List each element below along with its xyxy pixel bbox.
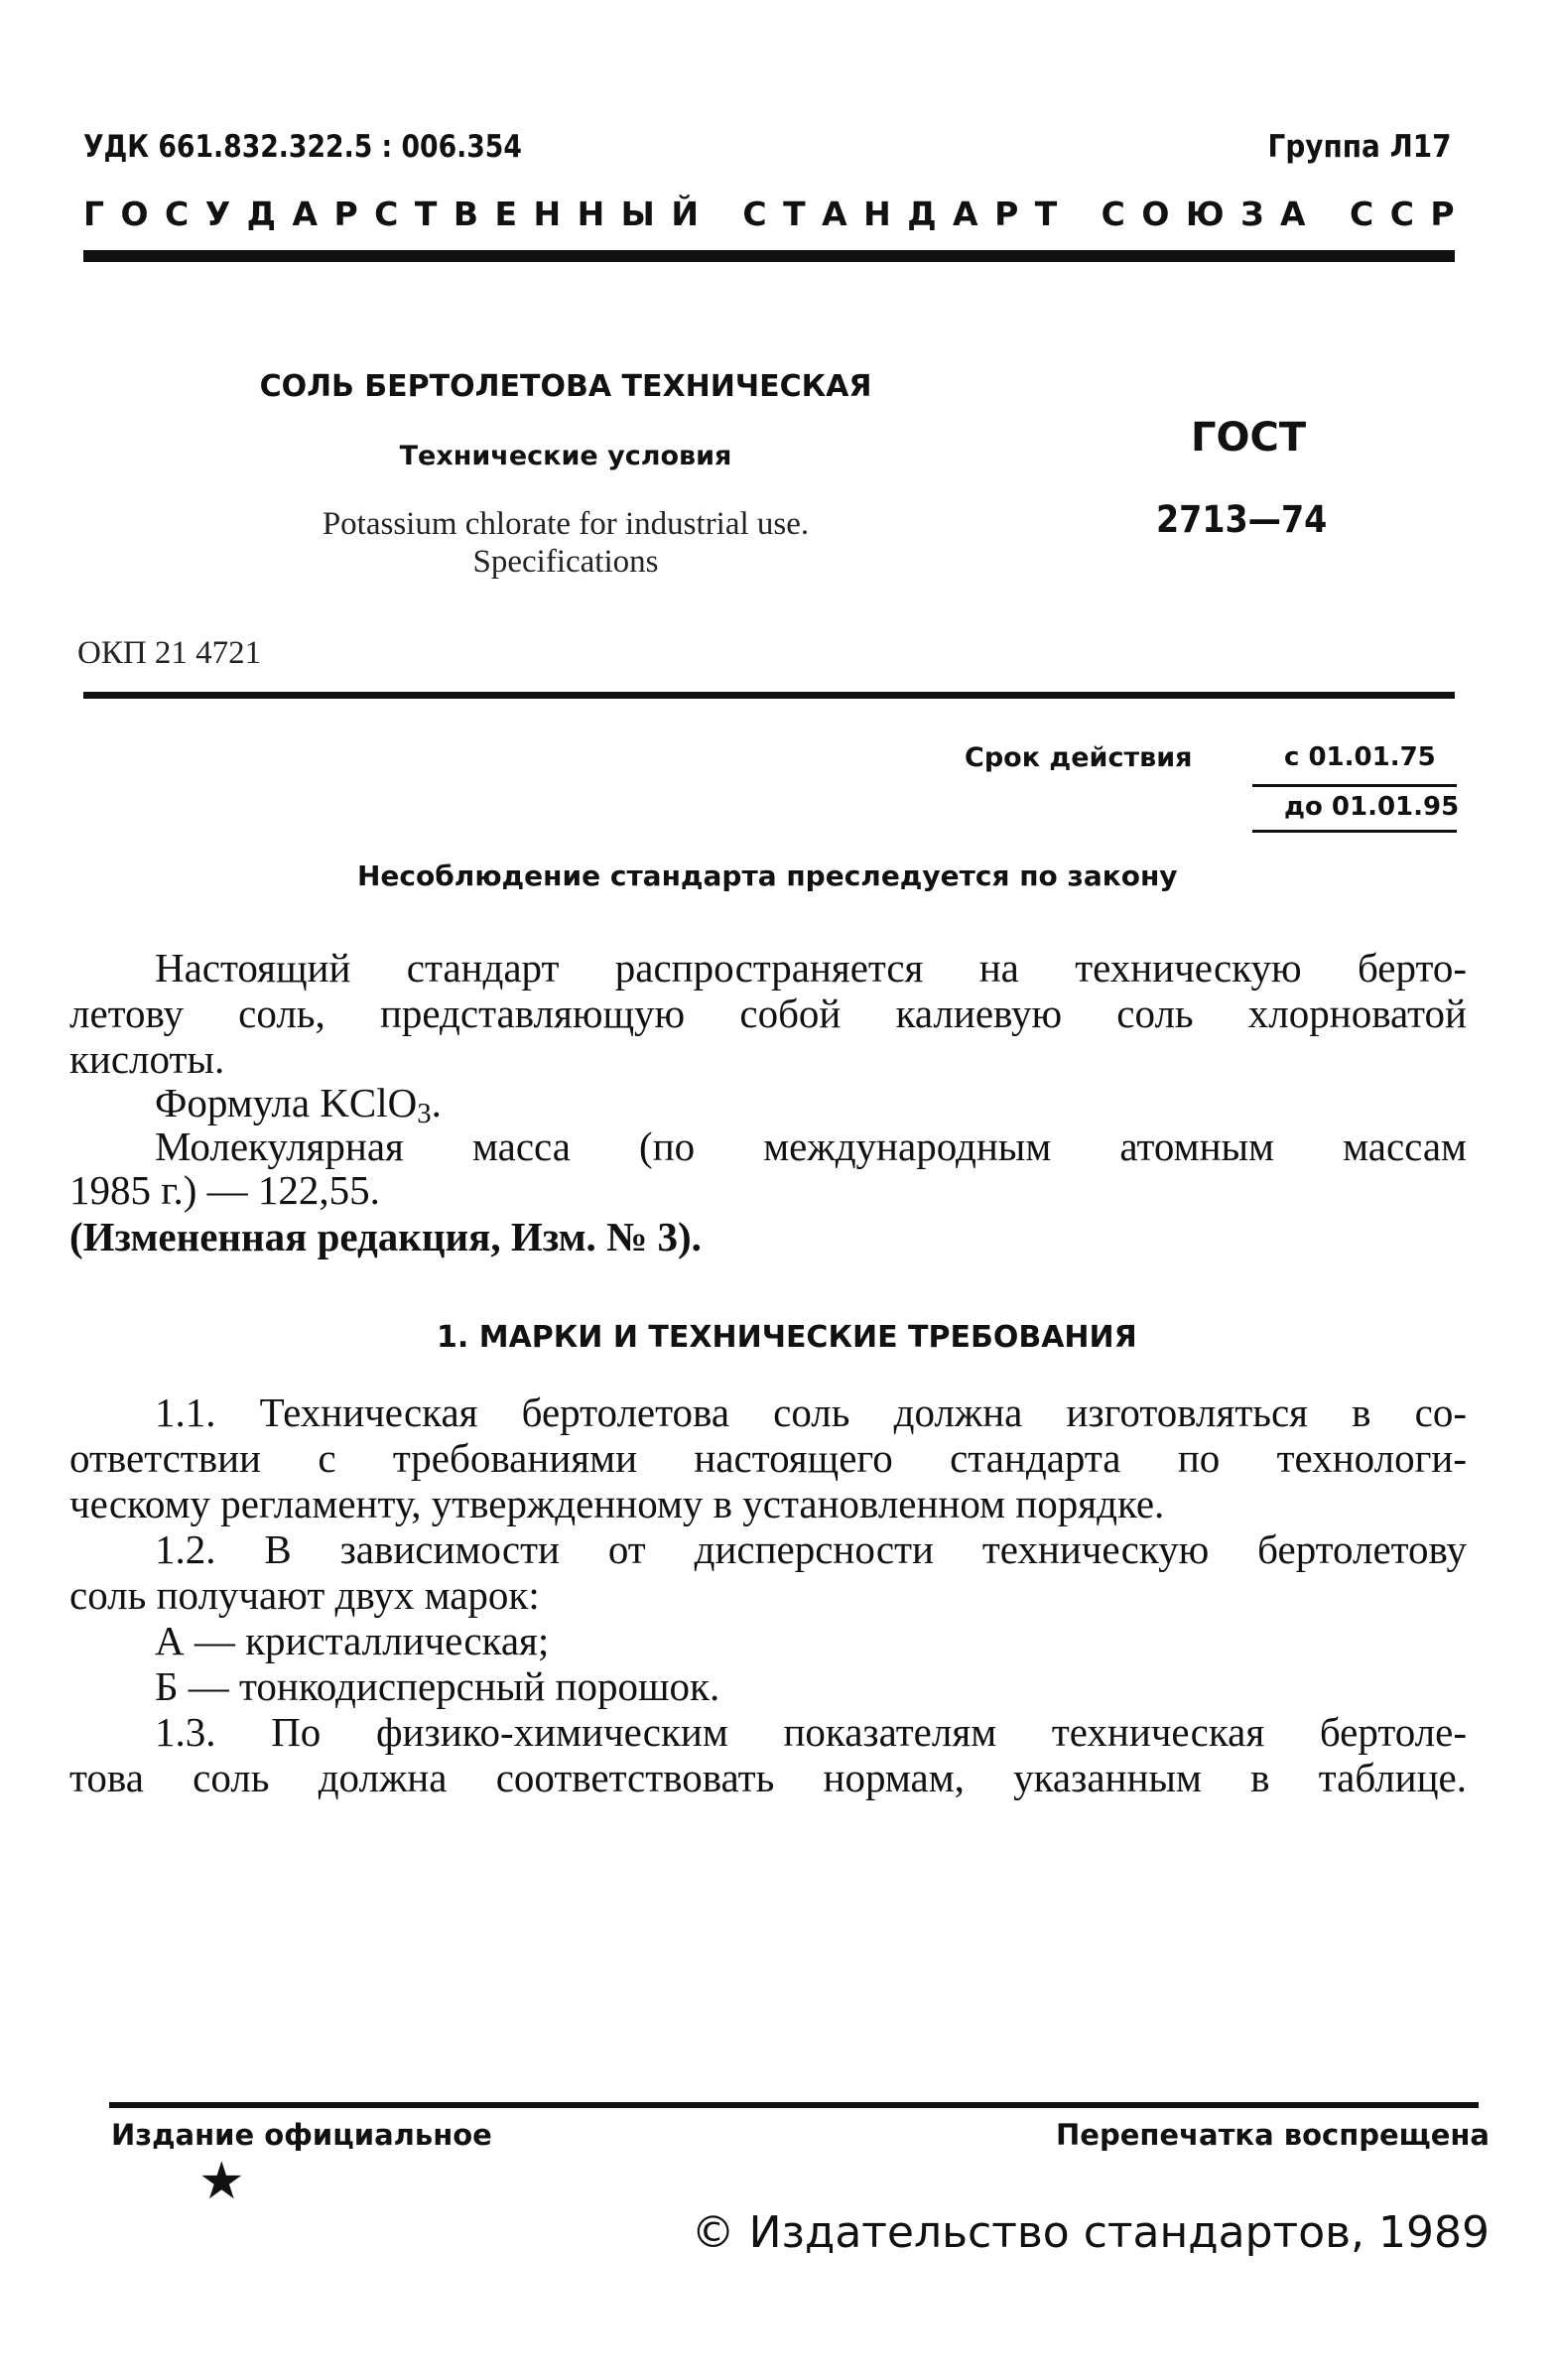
official-edition: Издание официальное [111, 2118, 492, 2152]
formula-subscript: 3 [417, 1098, 432, 1129]
document-title: СОЛЬ БЕРТОЛЕТОВА ТЕХНИЧЕСКАЯ [259, 369, 872, 404]
gost-label: ГОСТ [1191, 415, 1307, 461]
banner-letter: С [742, 195, 767, 233]
star-icon: ★ [198, 2152, 245, 2211]
footer-rule [109, 2102, 1479, 2108]
english-title-line1: Potassium chlorate for industrial use. [322, 506, 810, 542]
formula-end: . [431, 1080, 442, 1125]
banner-letter: У [204, 195, 231, 233]
intro-line2: летову соль, представляющую собой калиевую соль хлорноватой [69, 991, 1467, 1036]
validity-to: до 01.01.95 [1284, 792, 1460, 822]
validity-rule-1 [1252, 784, 1457, 787]
banner-letter: Т [414, 195, 438, 233]
gost-number: 2713—74 [1156, 498, 1328, 541]
copyright: © Издательство стандартов, 1989 [691, 2207, 1490, 2258]
banner-letter: Н [863, 195, 891, 233]
p12-line1: 1.2. В зависимости от дисперсности техническую бертолетову [155, 1526, 1467, 1572]
udk-code: УДК 661.832.322.5 : 006.354 [83, 129, 522, 165]
banner-letter: Т [1034, 195, 1058, 233]
intro-line1: Настоящий стандарт распространяется на техническую берто- [155, 945, 1467, 991]
banner-letter: Д [246, 195, 277, 233]
banner-letter: Р [1430, 195, 1455, 233]
p11-line2: ответствии с требованиями настоящего стандарта по технологи- [69, 1435, 1467, 1481]
banner-letter: А [953, 195, 978, 233]
banner-letter: Д [907, 195, 937, 233]
grade-b: Б — тонкодисперсный порошок. [155, 1663, 720, 1709]
banner-letter: А [1280, 195, 1306, 233]
mass-line2: 1985 г.) — 122,55. [69, 1167, 380, 1213]
banner-letter: Й [671, 195, 699, 233]
mass-line1: Молекулярная масса (по международным атомным массам [155, 1124, 1467, 1169]
okp-code: ОКП 21 4721 [77, 635, 262, 671]
group-code: Группа Л17 [1267, 129, 1452, 165]
reprint-prohibited: Перепечатка воспрещена [1056, 2118, 1490, 2152]
p11-line1: 1.1. Техническая бертолетова соль должна изготовляться в со- [155, 1389, 1467, 1435]
document-subtitle: Технические условия [399, 441, 732, 471]
formula-label: Формула KClO [155, 1080, 418, 1125]
english-title-line2: Specifications [472, 544, 659, 580]
intro-line3: кислоты. [69, 1036, 225, 1082]
banner-letter: Н [577, 195, 605, 233]
legal-warning: Несоблюдение стандарта преследуется по закону [357, 859, 1178, 892]
banner-letter: С [1389, 195, 1414, 233]
banner-letter: Т [783, 195, 806, 233]
validity-from: с 01.01.75 [1284, 742, 1436, 772]
banner-letter: С [1350, 195, 1374, 233]
banner-letter: А [292, 195, 319, 233]
banner-letter: З [1240, 195, 1264, 233]
banner-letter: Р [333, 195, 358, 233]
banner-letter: О [120, 195, 149, 233]
banner-letter [714, 195, 726, 233]
p13-line2: това соль должна соответствовать нормам, указанным в таблице. [69, 1755, 1467, 1800]
section-heading: 1. МАРКИ И ТЕХНИЧЕСКИЕ ТРЕБОВАНИЯ [437, 1320, 1137, 1355]
validity-label: Срок действия [965, 742, 1193, 773]
banner-letter: С [165, 195, 190, 233]
grade-a: А — кристаллическая; [155, 1618, 550, 1663]
banner-letter [1322, 195, 1334, 233]
title-rule [83, 692, 1455, 699]
banner-letter: Ю [1185, 195, 1225, 233]
banner-letter: Ы [620, 195, 655, 233]
p11-line3: ческому регламенту, утвержденному в установленном порядке. [69, 1481, 1165, 1526]
banner-letter: А [822, 195, 847, 233]
state-standard-banner [83, 195, 1455, 233]
banner-letter: Г [83, 195, 105, 233]
banner-letter: С [1101, 195, 1125, 233]
p13-line1: 1.3. По физико-химическим показателям техническая бертоле- [155, 1709, 1467, 1755]
banner-letter: Н [533, 195, 562, 233]
banner-letter [1074, 195, 1086, 233]
edition-note: (Измененная редакция, Изм. № 3). [69, 1214, 702, 1259]
banner-letter: Е [494, 195, 518, 233]
validity-rule-2 [1252, 830, 1457, 833]
banner-letter: Р [994, 195, 1019, 233]
banner-letter: В [453, 195, 478, 233]
p12-line2: соль получают двух марок: [69, 1572, 540, 1618]
header-rule [83, 250, 1455, 262]
banner-letter: О [1141, 195, 1170, 233]
banner-letter: С [374, 195, 399, 233]
